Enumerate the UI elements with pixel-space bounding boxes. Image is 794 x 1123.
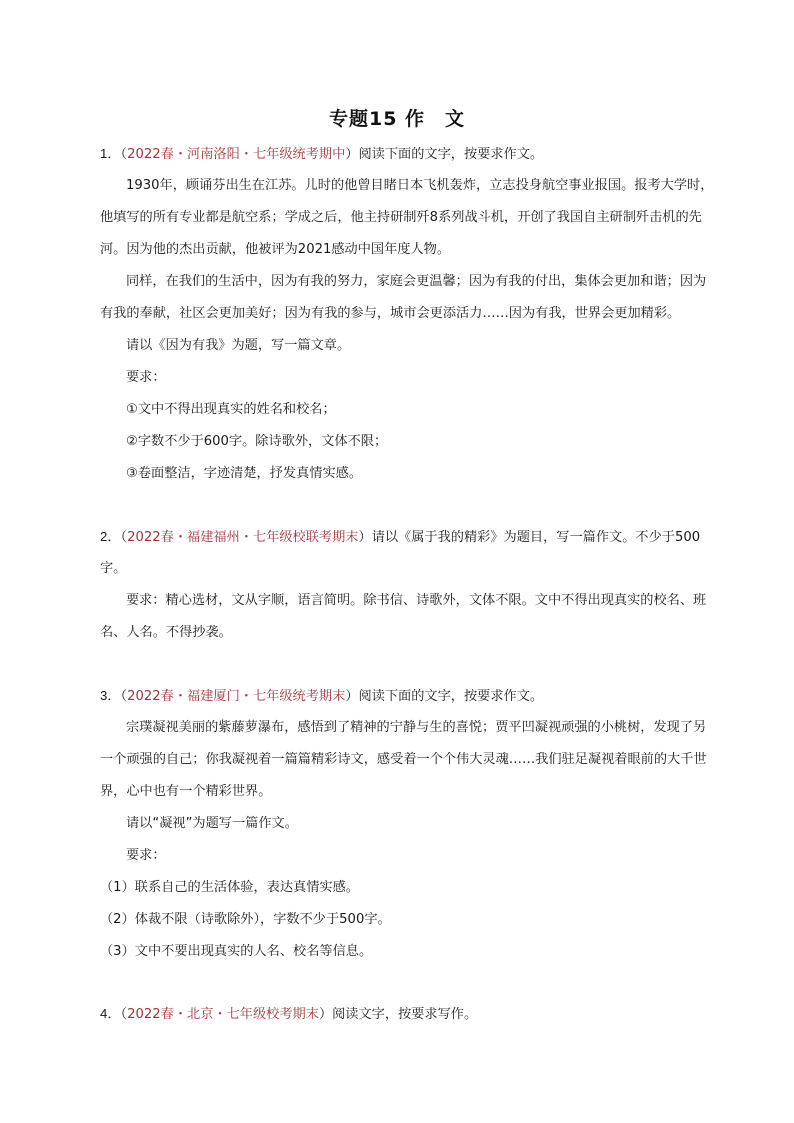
question-1-header [100,144,710,165]
source-close-paren: ） [345,689,359,704]
source-close-paren: ） [318,1007,333,1022]
question-number: 3． [100,688,121,703]
question-number: 1． [100,146,121,161]
paragraph-line: 有我的奉献，社区会更加美好；因为有我的参与，城市会更添活力……因为有我，世界会更加精彩。 [100,306,681,321]
question-source: 2022春・河南洛阳・七年级统考期中 [127,147,346,162]
writing-task: 请以《因为有我》为题，写一篇文章。 [126,338,351,353]
requirement-item: ②字数不少于600字。除诗歌外，文体不限； [126,434,388,449]
question-4-header [100,1004,710,1025]
writing-task: 请以“凝视”为题写一篇作文。 [126,816,298,831]
paragraph-line: 1930年，顾诵芬出生在江苏。儿时的他曾目睹日本飞机轰炸，立志投身航空事业报国。报考大学时， [126,178,714,193]
requirements-label: 要求： [126,848,166,863]
requirements-text: 要求：精心选材，文从字顺，语言简明。除书信、诗歌外，文体不限。文中不得出现真实的校名、班 [126,593,707,608]
question-number: 4． [100,1006,121,1021]
question-2-header [100,527,710,548]
requirement-item: （1）联系自己的生活体验，表达真情实感。 [100,880,359,895]
paragraph-line: 他填写的所有专业都是航空系；学成之后，他主持研制歼8系列战斗机，开创了我国自主研制歼击机的先 [100,210,702,225]
paragraph-line: 一个顽强的自己；你我凝视着一篇篇精彩诗文，感受着一个个伟大灵魂……我们驻足凝视着眼前的大千世 [100,752,707,767]
source-close-paren: ） [358,530,372,545]
question-prompt: 请以《属于我的精彩》为题目，写一篇作文。不少于500 [371,530,701,545]
source-open-paren: （ [120,147,128,162]
question-source: 2022春・福建福州・七年级校联考期末 [127,530,359,545]
paragraph-line: 宗璞凝视美丽的紫藤萝瀑布，感悟到了精神的宁静与生的喜悦；贾平凹凝视顽强的小桃树，发现了另 [126,720,707,735]
paragraph-line: 同样，在我们的生活中，因为有我的努力，家庭会更温馨；因为有我的付出，集体会更加和谐；因为 [126,274,707,289]
source-open-paren: （ [120,530,128,545]
source-open-paren: （ [120,689,128,704]
paragraph-line: 界，心中也有一个精彩世界。 [100,784,272,799]
paragraph-line: 河。因为他的杰出贡献，他被评为2021感动中国年度人物。 [100,242,451,257]
requirement-item: ①文中不得出现真实的姓名和校名； [126,402,336,417]
source-close-paren: ） [345,147,359,162]
requirements-label: 要求： [126,370,166,385]
requirement-item: （3）文中不要出现真实的人名、校名等信息。 [100,944,373,959]
question-number: 2． [100,529,121,544]
source-open-paren: （ [120,1007,128,1022]
question-prompt: 阅读文字，按要求写作。 [332,1007,478,1022]
requirement-item: （2）体裁不限（诗歌除外），字数不少于500字。 [100,912,391,927]
page-title: 专题15 作 文 [328,108,466,130]
requirements-text: 名、人名。不得抄袭。 [100,625,232,640]
question-source: 2022春・北京・七年级校考期末 [127,1007,319,1022]
question-source: 2022春・福建厦门・七年级统考期末 [127,689,346,704]
question-3-header [100,686,710,707]
question-prompt: 阅读下面的文字，按要求作文。 [358,147,544,162]
question-prompt: 阅读下面的文字，按要求作文。 [358,689,544,704]
requirement-item: ③卷面整洁，字迹清楚，抒发真情实感。 [126,466,363,481]
paragraph-line: 字。 [100,561,127,576]
